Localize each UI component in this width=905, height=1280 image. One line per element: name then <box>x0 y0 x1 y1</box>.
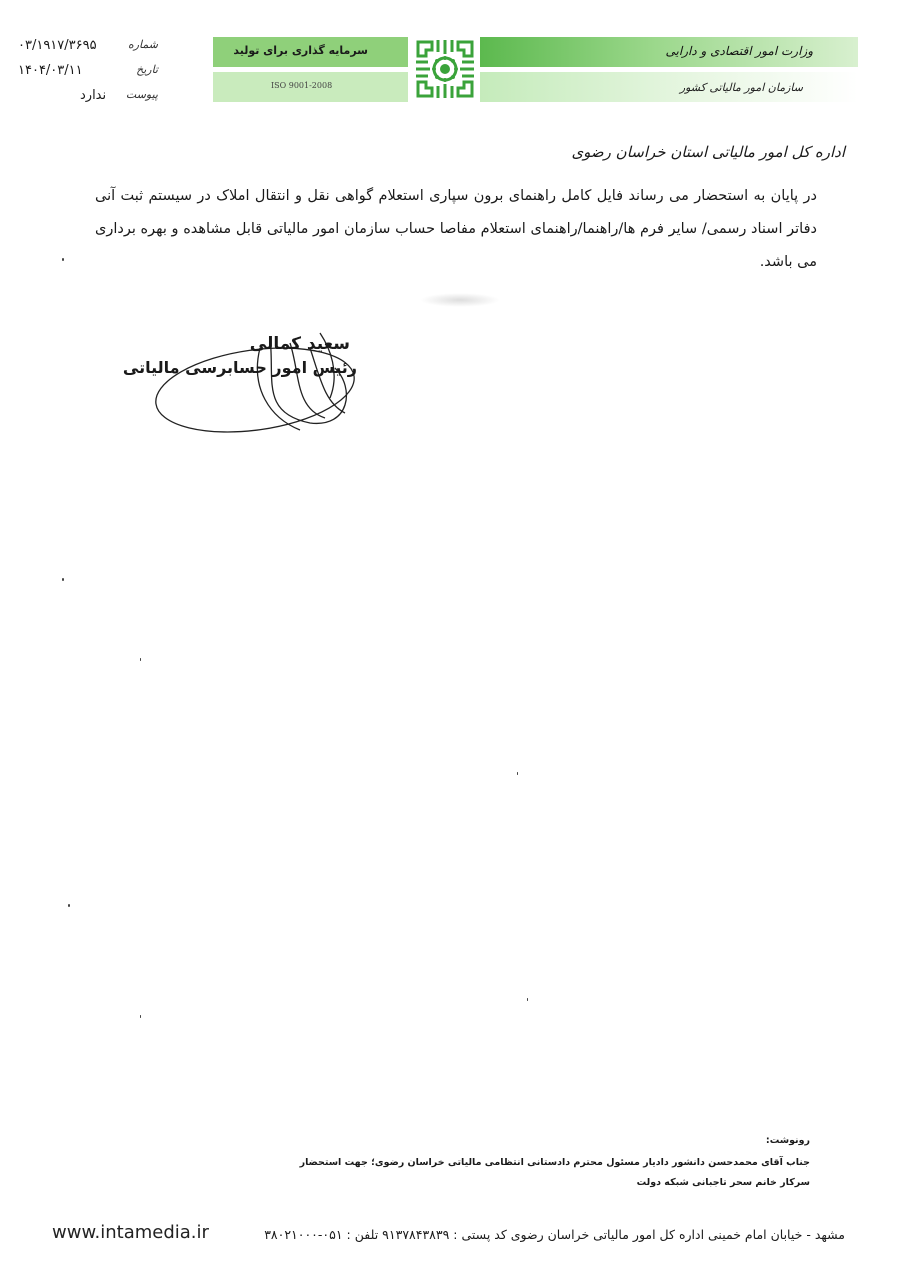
ministry-text: وزارت امور اقتصادی و دارایی <box>665 44 813 58</box>
scan-speck <box>62 578 64 581</box>
letter-date-value: ۱۴۰۴/۰۳/۱۱ <box>18 63 83 78</box>
signatory-title: رئیس امور حسابرسی مالیاتی <box>122 358 357 377</box>
scan-speck <box>62 258 64 261</box>
ministry-bar <box>480 37 858 67</box>
scan-speck <box>68 904 70 907</box>
letter-date-row <box>18 63 158 85</box>
organization-bar <box>480 72 858 102</box>
faint-stamp-mark <box>420 293 500 307</box>
department-title: اداره کل امور مالیاتی استان خراسان رضوی <box>571 143 845 161</box>
footer-address: مشهد - خیابان امام خمینی اداره کل امور مالیاتی خراسان رضوی کد پستی : ۹۱۳۷۸۴۳۸۳۹ تلفن : ۰۵۱-۳۸۰۲۱۰۰۰ <box>264 1227 845 1242</box>
letter-number-row <box>18 38 158 60</box>
slogan-text: سرمایه گذاری برای تولید <box>233 44 368 57</box>
cc-line-1: جناب آقای محمدحسن دانشور دادیار مسئول محترم دادستانی انتظامی مالیاتی خراسان رضوی؛ جهت استحضار <box>299 1157 810 1168</box>
letter-number-value: ۰۳/۱۹۱۷/۳۶۹۵ <box>18 38 97 53</box>
scan-speck <box>140 1015 141 1018</box>
cc-heading: رونوشت: <box>765 1135 810 1146</box>
scan-speck <box>527 998 528 1001</box>
footer-website: www.intamedia.ir <box>52 1222 209 1243</box>
cc-line-2: سرکار خانم سحر تاجبانی شبکه دولت <box>636 1177 810 1188</box>
letter-number-label: شماره <box>127 38 158 51</box>
slogan-bar <box>213 37 408 67</box>
letter-attachment-value: ندارد <box>80 88 107 103</box>
letter-attachment-label: پیوست <box>125 88 158 101</box>
scan-speck <box>140 658 141 661</box>
letter-date-label: تاریخ <box>136 63 158 76</box>
organization-text: سازمان امور مالیاتی کشور <box>679 81 803 94</box>
tax-organization-logo <box>412 36 478 102</box>
scan-speck <box>517 772 518 775</box>
iso-bar <box>213 72 408 102</box>
letter-body: در پایان به استحضار می رساند فایل کامل راهنمای برون سپاری استعلام گواهی نقل و انتقال املاک در سیستم ثبت آنی دفاتر اسناد رسمی/ سایر فرم ها/راهنما/راهنمای استعلام مفاصا حساب سازمان امور مالیاتی قابل مشاهده و بهره برداری می باشد. <box>95 188 817 270</box>
iso-text: ISO 9001-2008 <box>271 81 333 90</box>
letter-attachment-row <box>18 88 158 110</box>
signatory-name: سعید کمالی <box>249 334 350 354</box>
